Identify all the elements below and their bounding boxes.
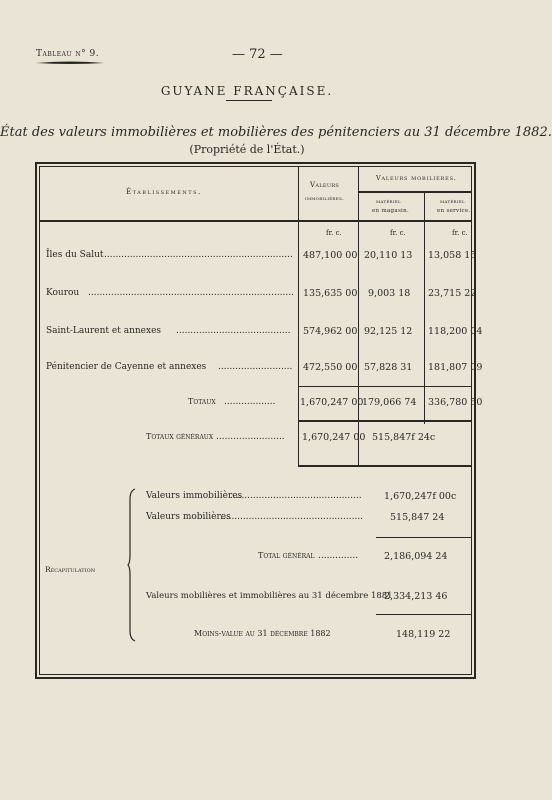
row-magasin: 92,125 12 [364,326,413,337]
brace-ornament [128,489,136,641]
row-magasin: 57,828 31 [364,362,413,373]
col-header-service-1: matériel [440,199,465,205]
recap-line-value: 148,119 22 [396,629,451,640]
recap-line-value: 515,847 24 [390,512,445,523]
page-title: GUYANE FRANÇAISE. [160,84,334,98]
recap-line-label: Valeurs immobilières [146,491,243,501]
row-immo: 135,635 00 [303,288,358,299]
totals-magasin: 179,066 74 [362,397,417,408]
page-number: — 72 — [232,47,283,62]
totals-label: Totaux [188,397,216,406]
row-service: 118,200 04 [428,326,483,337]
grand-totals-immo: 1,670,247 00 [302,432,366,443]
row-magasin: 9,003 18 [368,288,411,299]
leader-dots: ........................................ [176,326,291,336]
recap-line-label: Valeurs mobilières [146,512,231,522]
recap-line-value: 2,334,213 46 [384,591,448,602]
leader-dots: ........................ [216,432,285,442]
totals-immo: 1,670,247 00 [300,397,364,408]
recap-line-label: Total général [258,551,315,560]
row-name: Kourou [46,288,80,298]
leader-dots: .................................................. [220,512,364,522]
unit-magasin: fr. c. [390,229,406,237]
col-divider-service [424,192,425,424]
unit-service: fr. c. [452,229,468,237]
col-header-establishments: Établissements. [126,188,202,196]
row-immo: 487,100 00 [303,250,358,261]
grand-totals-rule [298,465,472,467]
leader-dots: .................. [224,397,276,407]
row-magasin: 20,110 13 [364,250,413,261]
page-subtitle: État des valeurs immobilières et mobilières des pénitenciers au 31 décembre 1882. [0,125,552,140]
totals-service: 336,780 50 [428,397,483,408]
row-name: Saint-Laurent et annexes [46,326,162,336]
totals-rule-top [298,386,472,387]
recap-rule [376,614,472,615]
recap-line-label: Valeurs mobilières et immobilières au 31 décembre 1881 [146,591,393,601]
totals-rule-bottom [298,420,472,422]
row-immo: 574,962 00 [303,326,358,337]
grand-totals-label: Totaux généraux [146,432,214,441]
mobile-header-rule [358,191,472,193]
leader-dots: .............. [318,551,359,561]
header-bottom-rule [39,220,472,222]
row-service: 23,715 22 [428,288,477,299]
recap-rule [376,537,472,538]
col-header-immobilieres: immobilières. [305,196,345,202]
grand-totals-divider [298,420,299,466]
col-header-magasin-2: en magasin. [372,208,410,214]
row-service: 181,807 09 [428,362,483,373]
row-name: Îles du Salut [46,250,104,260]
grand-totals-mobile: 515,847f 24c [372,432,436,443]
leader-dots: .................................................................. [104,250,293,260]
row-immo: 472,550 00 [303,362,358,373]
unit-immo: fr. c. [326,229,342,237]
leader-dots: .......................... [218,362,293,372]
col-header-mobilieres: Valeurs mobilières. [376,174,457,182]
col-header-magasin-1: matériel [376,199,401,205]
col-header-valeurs: Valeurs [310,181,340,189]
leader-dots: .............................................. [230,491,362,501]
recap-line-value: 1,670,247f 00c [384,491,457,502]
swash-ornament [34,61,106,65]
row-service: 13,058 15 [428,250,477,261]
row-name: Pénitencier de Cayenne et annexes [46,362,207,372]
col-header-service-2: en service. [437,208,471,214]
recap-line-label: Moins-value au 31 décembre 1882 [194,629,331,638]
leader-dots: ........................................................................ [88,288,294,298]
page-subtitle-note: (Propriété de l'État.) [189,143,305,156]
recap-line-value: 2,186,094 24 [384,551,448,562]
recap-label: Récapitulation [45,565,96,574]
table-number: Tableau n° 9. [36,49,100,59]
title-rule [226,100,272,101]
